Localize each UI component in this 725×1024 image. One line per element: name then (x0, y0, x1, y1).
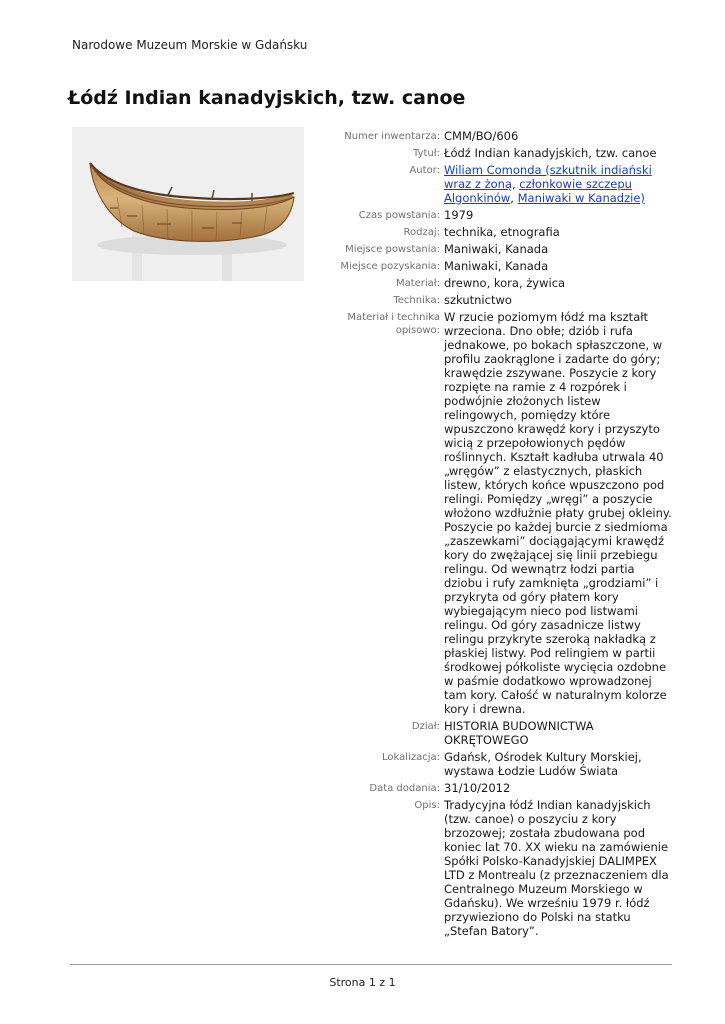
page-title: Łódź Indian kanadyjskich, tzw. canoe (68, 87, 466, 109)
author-link-comonda[interactable]: Wiliam Comonda (szkutnik indiański wraz z żoną (444, 163, 652, 191)
creation-date-value: 1979 (444, 208, 474, 222)
creation-date-label: Czas powstania: (358, 210, 440, 221)
date-added-value: 31/10/2012 (444, 781, 511, 795)
department-value: HISTORIA BUDOWNICTWA OKRĘTOWEGO (444, 719, 594, 747)
footer-divider (70, 964, 672, 965)
material-label: Materiał: (395, 278, 440, 289)
material-row (336, 276, 672, 290)
place-of-acquisition-label: Miejsce pozyskania: (340, 261, 440, 272)
record-metadata (336, 129, 672, 941)
material-description-label: Materiał i technika opisowo: (347, 312, 440, 336)
date-added-label: Data dodania: (369, 783, 440, 794)
location-row (336, 750, 672, 778)
author-value: Wiliam Comonda (szkutnik indiański wraz z żoną, członkowie szczepu Algonkinów, Maniwaki w Kanadzie) (444, 163, 652, 205)
technique-row (336, 293, 672, 307)
place-of-acquisition-value: Maniwaki, Kanada (444, 259, 549, 273)
title-row (336, 146, 672, 160)
description-value: Tradycyjna łódź Indian kanadyjskich (tzw. canoe) o poszyciu z kory brzozowej; została zbudowana pod koniec lat 70. XX wieku na zamówienie Spółki Polsko-Kanadyjskiej DALIMPEX LTD z Montrealu (z przeznaczeniem dla Centralnego Muzeum Morskiego w Gdańsku). We wrześniu 1979 r. łódź przywieziono do Polski na statku „Stefan Batory”. (444, 798, 669, 938)
canoe-photo (72, 127, 304, 281)
title-label: Tytuł: (413, 148, 440, 159)
author-link-algonquin[interactable]: członkowie szczepu Algonkinów (444, 177, 632, 205)
location-value: Gdańsk, Ośrodek Kultury Morskiej, wystawa Łodzie Ludów Świata (444, 750, 642, 778)
creation-date-row (336, 208, 672, 222)
type-value: technika, etnografia (444, 225, 560, 239)
type-label: Rodzaj: (403, 227, 440, 238)
author-link-maniwaki[interactable]: Maniwaki w Kanadzie) (517, 191, 645, 205)
material-description-row (336, 310, 672, 716)
site-header: Narodowe Muzeum Morskie w Gdańsku (72, 38, 308, 52)
date-added-row (336, 781, 672, 795)
place-of-origin-value: Maniwaki, Kanada (444, 242, 549, 256)
inventory-number-label: Numer inwentarza: (344, 131, 440, 142)
department-label: Dział: (411, 721, 440, 732)
inventory-number-row (336, 129, 672, 143)
type-row (336, 225, 672, 239)
technique-value: szkutnictwo (444, 293, 512, 307)
title-value: Łódź Indian kanadyjskich, tzw. canoe (444, 146, 657, 160)
material-value: drewno, kora, żywica (444, 276, 566, 290)
author-label: Autor: (409, 165, 440, 176)
inventory-number-value: CMM/BO/606 (444, 129, 519, 143)
description-label: Opis: (414, 800, 440, 811)
place-of-origin-label: Miejsce powstania: (345, 244, 440, 255)
place-of-acquisition-row (336, 259, 672, 273)
technique-label: Technika: (393, 295, 440, 306)
description-row (336, 798, 672, 938)
page-counter: Strona 1 z 1 (329, 976, 396, 989)
location-label: Lokalizacja: (382, 752, 440, 763)
author-row (336, 163, 672, 205)
material-description-value: W rzucie poziomym łódź ma kształt wrzeciona. Dno obłe; dziób i rufa jednakowe, po bokach spłaszczone, w profilu zaokrąglone i zadarte do góry; krawędzie zszywane. Poszycie z kory rozpięte na ramie z 4 rozpórek i podwójnie złożonych listew relingowych, pomiędzy które wpuszczono krawędź kory i przyszyto wicią z przepołowionych pędów roślinnych. Kształt kadłuba utrwala 40 „wręgów” z elastycznych, płaskich listew, których końce wpuszczono pod relingi. Pomiędzy „wręgi” a poszycie włożono wzdłużnie płaty grubej okleiny. Poszycie po każdej burcie z siedmioma „zaszewkami” dociągającymi krawędź kory do zwężającej się linii przebiegu relingu. Od wewnątrz łodzi partia dziobu i rufy zamknięta „grodziami” i przykryta od góry płatem kory wybiegającym nieco pod listwami relingu. Od góry zasadnicze listwy relingu przykryte szeroką nakładką z płaskiej listwy. Pod relingiem w partii środkowej półkoliste wycięcia ozdobne w paśmie dodatkowo wprowadzonej tam kory. Całość w naturalnym kolorze kory i drewna. (444, 310, 672, 716)
place-of-origin-row (336, 242, 672, 256)
department-row (336, 719, 672, 747)
